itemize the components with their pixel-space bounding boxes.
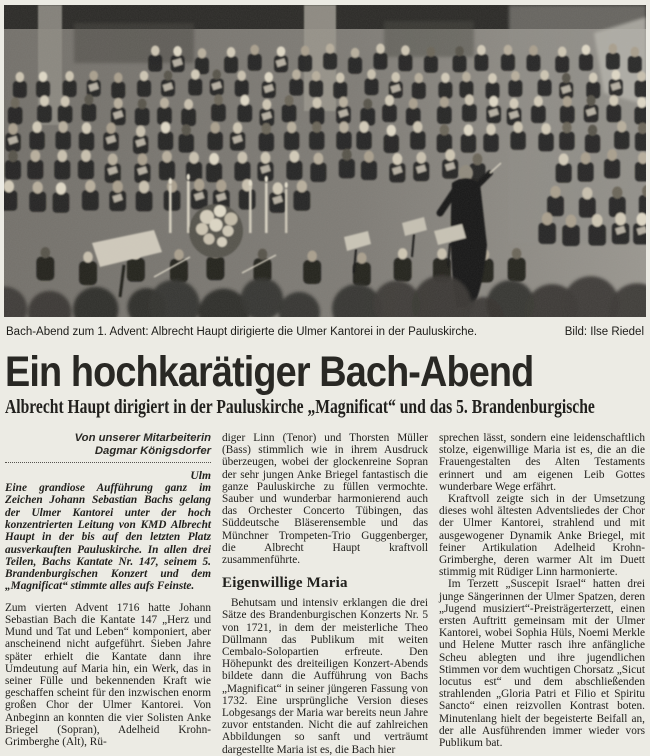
body-paragraph-2: diger Linn (Tenor) und Thorsten Müller (Bass) stimmlich wie in ihrem Ausdruck überzeugen, wobei der glockenreine Sopran der sehr jungen Anke Briegel fantastisch die ganze Pauluskirche zu füllen vermochte. Sauber und wunderbar harmonierend auch das Orchester Concerto Tübingen, das Süddeutsche Bläserensemble und das Münchner Trompeten-Trio Guggenberger, die Albrecht Haupt kraftvoll zusammenführte. [222, 432, 428, 567]
headline: Ein hochkarätiger Bach-Abend [5, 348, 534, 396]
byline-role: Von unserer Mitarbeiterin [74, 432, 211, 444]
article-body [5, 432, 645, 756]
choir-concert-photo [4, 5, 646, 317]
body-paragraph-5: Kraftvoll zeigte sich in der Umsetzung dieses wohl ältesten Adventsliedes der Chor der Ulmer Kantorei, strahlend und mit ausgewogener Dynamik Anke Briegel, mit feiner Artikulation Adelheid Krohn-Grimberghe, deren warmer Alt im Duett stimmig mit Rüdiger Linn harmonierte. [439, 493, 645, 579]
subheadline: Albrecht Haupt dirigiert in der Pauluskirche „Magnificat“ und das 5. Brandenburgische [5, 397, 595, 418]
lead-paragraph: Eine grandiose Aufführung ganz im Zeichen Johann Sebastian Bachs gelang der Ulmer Kantorei unter der hoch konzentrierten Leitung von KMD Albrecht Haupt in der bis auf den letzten Platz ausverkauften Pauluskirche. In allen drei Teilen, Bachs Kantate Nr. 147, seinem 5. Brandenburgischen Konzert und dem „Magnificat“ stimmte alles aufs Feinste. [5, 482, 211, 593]
column-2 [222, 432, 428, 756]
body-paragraph-3: Behutsam und intensiv erklangen die drei Sätze des Brandenburgischen Konzerts Nr. 5 von 1721, in dem der meisterliche Theo Düllmann das Publikum mit weiten Cembalo-Solopartien erfreute. Den Höhepunkt des dreiteiligen Konzert-Abends bildete dann die Aufführung von Bachs „Magnificat“ in seiner jüngeren Fassung von 1732. Eine ursprüngliche Version dieses Lobgesangs der Maria war bereits neun Jahre zuvor entstanden. Nicht die auf zahlreichen Abbildungen so sanft und verträumt dargestellte Maria ist es, die Bach hier [222, 597, 428, 756]
byline-name: Dagmar Königsdorfer [94, 444, 211, 457]
crosshead: Eigenwillige Maria [222, 575, 348, 592]
column-3 [439, 432, 645, 756]
column-1 [5, 432, 211, 756]
body-paragraph-4: sprechen lässt, sondern eine leidenschaftlich stolze, eigenwillige Maria ist es, die an die Frauengestalten des Alten Testaments erinnert und am eigenen Leib Gottes wunderbare Wege erfährt. [439, 432, 645, 493]
photo-caption: Bach-Abend zum 1. Advent: Albrecht Haupt dirigierte die Ulmer Kantorei in der Pauluskirche. [6, 326, 478, 338]
body-paragraph-1: Zum vierten Advent 1716 hatte Johann Sebastian Bach die Kantate 147 „Herz und Mund und Tat und Leben“ komponiert, aber anscheinend nicht aufgeführt. Sieben Jahre später erhielt die Kantate dann ihre Umdeutung auf Maria hin, ein Werk, das in seiner Fülle und bekennenden Kraft wie geschaffen scheint für den inzwischen enorm großen Chor der Ulmer Kantorei. Von Anbeginn an konnten die vier Solisten Anke Briegel (Sopran), Adelheid Krohn-Grimberghe (Alt), Rü- [5, 601, 211, 748]
body-paragraph-6: Im Terzett „Suscepit Israel“ hatten drei junge Sängerinnen der Ulmer Spatzen, deren „Jugend musiziert“-Preisträgerterzett, einen ersten Auftritt gemeinsam mit der Ulmer Kantorei, wobei Sophia Hüls, Noemi Merkle und Helene Mutter rasch ihre anfängliche Scheu ablegten und ihre jugendlichen Stimmen vor dem wuchtigen Chorsatz „Sicut locutus est“ und dem abschließenden strahlenden „Gloria Patri et Filio et Spiritu Sancto“ einen reizvollen Kontrast boten. Minutenlang hielt der begeisterte Beifall an, der alle Ausführenden immer wieder vors Publikum bat. [439, 578, 645, 750]
byline [5, 432, 211, 463]
dateline: Ulm [190, 468, 211, 482]
photo-credit: Bild: Ilse Riedel [564, 326, 644, 338]
article-photo [4, 5, 646, 317]
